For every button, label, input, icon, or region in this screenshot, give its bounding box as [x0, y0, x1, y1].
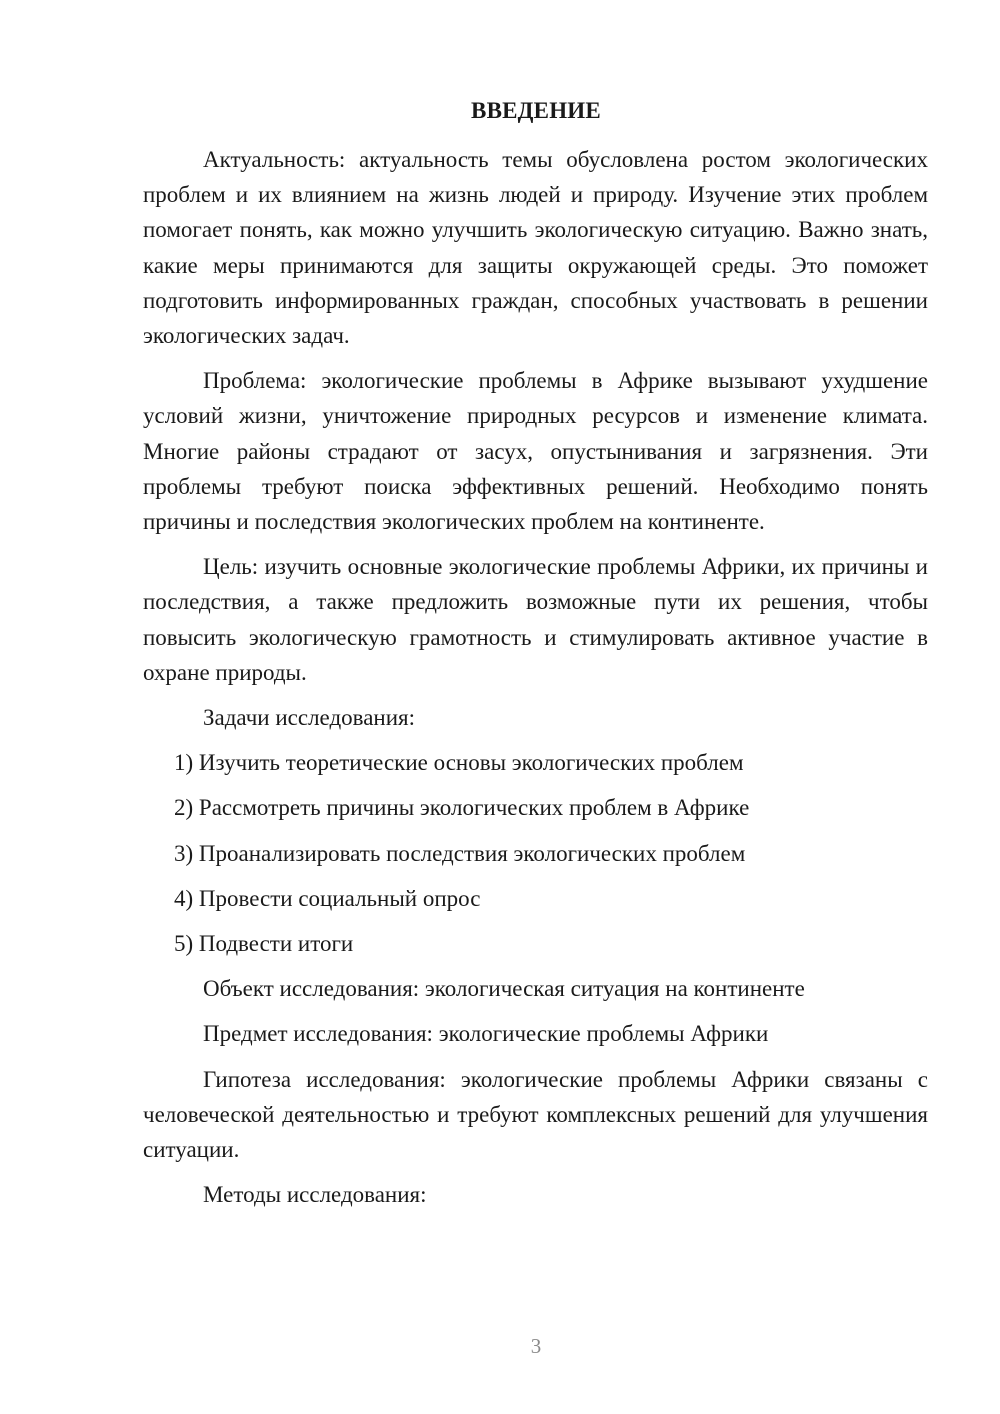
page-number: 3	[530, 1334, 542, 1358]
section-heading: ВВЕДЕНИЕ	[471, 98, 601, 123]
list-item: 2) Рассмотреть причины экологических проблем в Африке	[174, 795, 750, 821]
paragraph-goal: Цель: изучить основные экологические проблемы Африки, их причины и последствия, а также предложить возможные пути их решения, чтобы повысить экологическую грамотность и стимулировать активное участие в охране природы.	[143, 554, 928, 685]
list-item: 5) Подвести итоги	[174, 931, 354, 957]
tasks-title: Задачи исследования:	[203, 705, 416, 731]
list-item: 3) Проанализировать последствия экологических проблем	[174, 840, 746, 866]
paragraph-object: Объект исследования: экологическая ситуация на континенте	[203, 976, 805, 1002]
document-body	[143, 142, 928, 1222]
list-item: 1) Изучить теоретические основы экологических проблем	[174, 750, 744, 776]
list-item: 4) Провести социальный опрос	[174, 885, 481, 911]
paragraph-problem: Проблема: экологические проблемы в Африке вызывают ухудшение условий жизни, уничтожение природных ресурсов и изменение климата. Многие районы страдают от засух, опустынивания и загрязнения. Эти проблемы требуют поиска эффективных решений. Необходимо понять причины и последствия экологических проблем на континенте.	[143, 368, 928, 535]
paragraph-hypothesis: Гипотеза исследования: экологические проблемы Африки связаны с человеческой деятельностью и требуют комплексных решений для улучшения ситуации.	[143, 1066, 928, 1163]
methods-title: Методы исследования:	[203, 1182, 427, 1208]
paragraph-relevance: Актуальность: актуальность темы обусловлена ростом экологических проблем и их влиянием на жизнь людей и природу. Изучение этих проблем помогает понять, как можно улучшить экологическую ситуацию. Важно знать, какие меры принимаются для защиты окружающей среды. Это поможет подготовить информированных граждан, способных участвовать в решении экологических задач.	[143, 147, 928, 349]
paragraph-subject: Предмет исследования: экологические проблемы Африки	[203, 1021, 769, 1047]
tasks-list	[143, 745, 928, 961]
